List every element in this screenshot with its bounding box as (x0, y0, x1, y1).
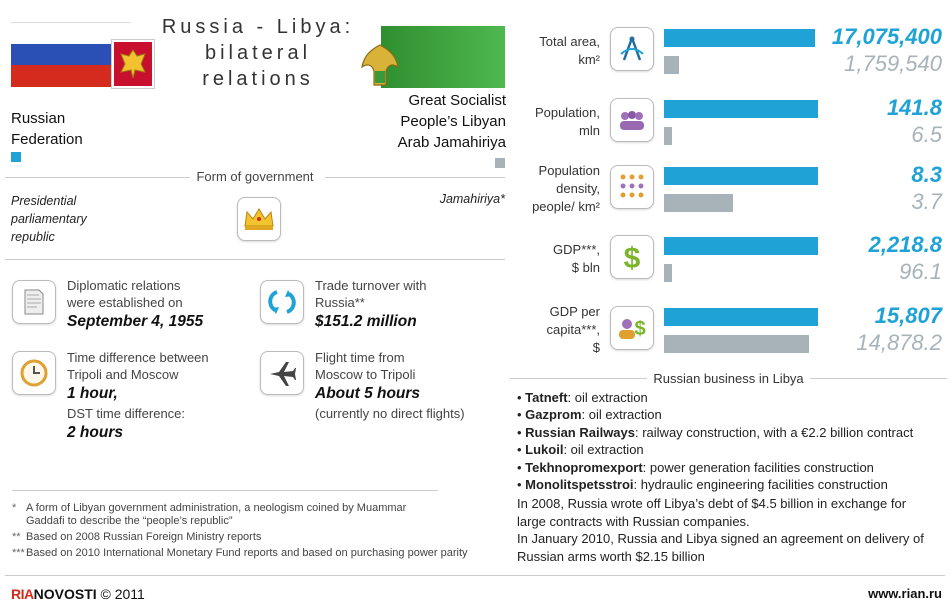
stat-label: Total area, km² (539, 34, 600, 67)
libya-value: 14,878.2 (856, 330, 942, 355)
document-icon (12, 280, 56, 324)
libya-government: Jamahiriya* (439, 192, 505, 206)
russia-legend-swatch (11, 152, 21, 162)
crown-icon (237, 197, 281, 241)
libya-value: 6.5 (911, 122, 942, 147)
stat-label: Population density, people/ km² (532, 163, 600, 214)
fact-flight: Flight time from Moscow to Tripoli About 5 hours (currently no direct flights) (315, 350, 465, 421)
russia-coat-of-arms-icon (112, 40, 154, 88)
russia-name: Russian Federation (11, 110, 83, 148)
russia-bar (664, 29, 815, 47)
fact-trade: Trade turnover with Russia** $151.2 million (315, 278, 427, 330)
fact-time: Time difference between Tripoli and Moscow 1 hour, DST time difference: 2 hours (67, 350, 209, 441)
libya-value: 3.7 (911, 189, 942, 214)
russia-bar (664, 167, 818, 185)
svg-text:$: $ (634, 318, 646, 340)
business-para-1: In 2008, Russia wrote off Libya’s debt of $4.5 billion in exchange for large contracts with Russian companies. (517, 496, 907, 529)
business-item: • Tatneft: oil extraction (517, 390, 648, 405)
divider (5, 259, 505, 260)
ria-novosti-logo: RIANOVOSTI © 2011 (11, 586, 145, 602)
business-item: • Russian Railways: railway construction, with a €2.2 billion contract (517, 424, 914, 440)
exchange-arrows-icon (260, 280, 304, 324)
page-title: Russia - Libya: bilateral relations (161, 16, 355, 90)
russia-value: 15,807 (874, 303, 942, 328)
business-para-2: In January 2010, Russia and Libya signed an agreement on delivery of Russian arms worth $2.15 billion (517, 531, 924, 564)
business-list (517, 389, 924, 565)
footnote-divider (12, 490, 438, 491)
libya-bar (664, 194, 733, 212)
people-icon (610, 98, 654, 142)
libya-value: 1,759,540 (844, 51, 942, 76)
russia-value: 17,075,400 (831, 24, 942, 49)
russia-value: 141.8 (886, 95, 942, 120)
business-item: • Tekhnopromexport: power generation facilities construction (517, 459, 874, 475)
business-item: • Gazprom: oil extraction (517, 407, 662, 423)
airplane-icon (260, 351, 304, 395)
site-url[interactable]: www.rian.ru (868, 586, 942, 601)
business-divider: Russian business in Libya (510, 377, 947, 395)
compass-icon (610, 27, 654, 71)
business-item: • Lukoil: oil extraction (517, 442, 644, 458)
svg-text:$: $ (623, 242, 641, 273)
footnote-2: ** Based on 2008 Russian Foreign Ministry reports (12, 531, 262, 543)
person-dollar-icon (610, 306, 654, 350)
russia-bar (664, 308, 818, 326)
russia-government: Presidential parliamentary republic (11, 194, 87, 244)
density-icon (610, 165, 654, 209)
libya-bar (664, 264, 672, 282)
business-item: • Monolitspetsstroi: hydraulic engineering facilities construction (517, 477, 888, 493)
libya-coat-of-arms-icon (357, 40, 403, 92)
russia-bar (664, 100, 818, 118)
stat-label: Population, mln (534, 105, 600, 138)
libya-bar (664, 127, 672, 145)
stat-label: GDP***, $ bln (553, 242, 600, 275)
dollar-icon (610, 235, 654, 279)
fact-diplomatic: Diplomatic relations were established on September 4, 1955 (67, 278, 204, 330)
libya-name: Great Socialist People’s Libyan Arab Jamahiriya (397, 92, 506, 151)
footnote-3: ***Based on 2010 International Monetary Fund reports and based on purchasing power parity (12, 547, 468, 559)
russia-value: 2,218.8 (868, 232, 942, 257)
russia-value: 8.3 (911, 162, 942, 187)
libya-bar (664, 56, 679, 74)
clock-icon (12, 351, 56, 395)
libya-bar (664, 335, 809, 353)
russia-bar (664, 237, 818, 255)
stat-label: GDP per capita***, $ (546, 304, 600, 355)
footnote-1: * A form of Libyan government administration, a neologism coined by Muammar Gaddafi to describe the “people’s republic” (12, 502, 407, 527)
government-divider: Form of government (5, 168, 505, 186)
libya-value: 96.1 (899, 259, 942, 284)
footer-divider (5, 575, 945, 576)
